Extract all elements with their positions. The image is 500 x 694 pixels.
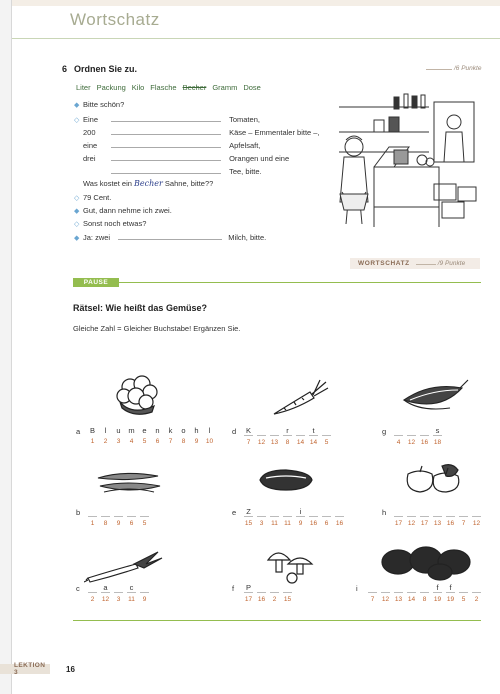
leek-illustration <box>84 550 164 584</box>
exercise-number: 6 <box>62 64 68 74</box>
letter-cell[interactable] <box>392 507 405 516</box>
letter-cell[interactable]: r <box>286 426 289 435</box>
letter-number: 17 <box>420 520 429 527</box>
word-item: Gramm <box>212 82 238 92</box>
letter-number: 6 <box>155 438 160 445</box>
letter-number: 1 <box>90 438 95 445</box>
letter-row <box>242 583 294 603</box>
letter-number: 7 <box>246 439 251 446</box>
letter-number: 12 <box>381 596 390 603</box>
mushrooms-illustration <box>262 544 318 584</box>
dialogue-line: Tee, bitte. <box>74 166 262 177</box>
letter-cell[interactable] <box>255 507 268 516</box>
letter-cell[interactable]: B <box>89 426 95 435</box>
letter-number: 13 <box>270 439 279 446</box>
item-label: f <box>232 584 235 593</box>
letter-row <box>392 507 483 527</box>
letter-number: 12 <box>407 439 416 446</box>
pause-divider <box>73 282 481 283</box>
letter-number: 5 <box>142 520 147 527</box>
letter-number: 2 <box>90 596 95 603</box>
item-label: a <box>76 427 81 436</box>
letter-number: 4 <box>396 439 401 446</box>
letter-cell[interactable]: s <box>435 426 440 435</box>
letter-cell[interactable]: m <box>128 426 135 435</box>
letter-cell[interactable] <box>125 507 138 516</box>
letter-cell[interactable] <box>320 507 333 516</box>
diamond-outline-icon: ◇ <box>74 195 80 202</box>
letter-number: 16 <box>335 520 344 527</box>
letter-number: 17 <box>244 596 253 603</box>
letter-cell[interactable] <box>366 583 379 592</box>
letter-row <box>86 426 216 445</box>
letter-number: 16 <box>446 520 455 527</box>
letter-number: 14 <box>296 439 305 446</box>
letter-cell[interactable]: l <box>208 426 211 435</box>
letter-cell[interactable]: o <box>181 426 186 435</box>
letter-number: 11 <box>284 520 291 527</box>
letter-number: 1 <box>90 520 95 527</box>
letter-cell[interactable] <box>112 583 125 592</box>
letter-number: 19 <box>433 596 442 603</box>
letter-cell[interactable] <box>112 507 125 516</box>
letter-number: 16 <box>309 520 318 527</box>
wortschatz-label: WORTSCHATZ <box>358 260 410 267</box>
letter-cell[interactable] <box>418 583 431 592</box>
letter-number: 13 <box>394 596 403 603</box>
letter-number: 8 <box>103 520 108 527</box>
letter-cell[interactable] <box>99 507 112 516</box>
dialogue-line: ◇ Eine Tomaten, <box>74 115 260 124</box>
corn-illustration <box>400 376 470 416</box>
page-margin <box>0 0 12 694</box>
letter-number: 2 <box>272 596 277 603</box>
exercise-title: Ordnen Sie zu. <box>74 64 138 74</box>
letter-number: 9 <box>142 596 147 603</box>
top-strip <box>0 0 500 6</box>
letter-cell[interactable]: i <box>299 507 302 516</box>
item-label: e <box>232 508 237 517</box>
letter-cell[interactable] <box>268 426 281 435</box>
letter-row <box>242 507 346 527</box>
letter-cell[interactable]: n <box>155 426 160 435</box>
letter-number: 3 <box>116 438 121 445</box>
word-item: Packung <box>96 82 126 92</box>
exercise-score: /6 Punkte <box>426 65 481 72</box>
letter-cell[interactable] <box>255 426 268 435</box>
letter-number: 9 <box>298 520 303 527</box>
carrot-illustration <box>270 378 330 418</box>
letter-cell[interactable] <box>320 426 333 435</box>
word-item: Flasche <box>150 82 177 92</box>
letter-cell[interactable] <box>431 507 444 516</box>
letter-cell[interactable]: t <box>312 426 315 435</box>
letter-number: 13 <box>433 520 442 527</box>
letter-number: 10 <box>205 438 214 445</box>
letter-cell[interactable] <box>281 583 294 592</box>
letter-number: 2 <box>103 438 108 445</box>
shop-illustration <box>334 92 484 232</box>
letter-number: 8 <box>181 438 186 445</box>
letter-cell[interactable] <box>457 507 470 516</box>
answer-blank[interactable] <box>111 127 221 135</box>
word-item: Liter <box>76 82 91 92</box>
letter-number: 4 <box>129 438 134 445</box>
wortschatz-score: /9 Punkte <box>416 260 465 267</box>
letter-cell[interactable]: e <box>142 426 147 435</box>
letter-cell[interactable] <box>418 507 431 516</box>
letter-cell[interactable] <box>86 507 99 516</box>
item-label: i <box>356 584 358 593</box>
letter-cell[interactable] <box>307 507 320 516</box>
section-divider <box>73 620 481 621</box>
letter-cell[interactable]: Z <box>246 507 251 516</box>
item-label: d <box>232 427 237 436</box>
dialogue-line: Was kostet ein Becher Sahne, bitte?? <box>83 179 214 188</box>
letter-cell[interactable]: f <box>436 583 439 592</box>
puzzle-instructions: Gleiche Zahl = Gleicher Buchstabe! Ergänzen Sie. <box>73 324 241 333</box>
handwritten-answer: Becher <box>134 179 163 188</box>
page-number: 16 <box>66 665 75 674</box>
dialogue-line: ◇ 79 Cent. <box>74 193 112 202</box>
potatoes-illustration <box>380 542 480 582</box>
letter-number: 11 <box>128 596 135 603</box>
letter-row <box>242 426 333 446</box>
letter-cell[interactable] <box>405 426 418 435</box>
letter-number: 12 <box>257 439 266 446</box>
letter-cell[interactable] <box>255 583 268 592</box>
letter-number: 5 <box>142 438 147 445</box>
letter-cell[interactable] <box>138 583 151 592</box>
letter-row <box>86 507 151 527</box>
letter-cell[interactable] <box>86 583 99 592</box>
letter-cell[interactable]: P <box>245 583 251 592</box>
letter-number: 8 <box>285 439 290 446</box>
word-item: Kilo <box>131 82 145 92</box>
letter-cell[interactable]: u <box>116 426 121 435</box>
letter-cell[interactable] <box>457 583 470 592</box>
letter-number: 15 <box>244 520 253 527</box>
dialogue-line: ◇ Sonst noch etwas? <box>74 219 147 228</box>
dialogue-line: ◆ Ja: zwei Milch, bitte. <box>74 233 267 242</box>
letter-number: 15 <box>283 596 292 603</box>
letter-cell[interactable] <box>281 507 294 516</box>
diamond-outline-icon: ◇ <box>74 221 80 228</box>
letter-number: 12 <box>472 520 481 527</box>
letter-cell[interactable] <box>418 426 431 435</box>
letter-cell[interactable] <box>333 507 346 516</box>
letter-number: 5 <box>324 439 329 446</box>
letter-number: 14 <box>407 596 416 603</box>
letter-cell[interactable]: a <box>103 583 108 592</box>
word-item: Dose <box>243 82 261 92</box>
diamond-icon: ◆ <box>74 102 80 109</box>
letter-cell[interactable]: l <box>104 426 107 435</box>
letter-cell[interactable]: k <box>168 426 173 435</box>
dialogue-line: ◆ Bitte schön? <box>74 100 125 109</box>
letter-row <box>392 426 444 446</box>
letter-number: 3 <box>116 596 121 603</box>
letter-number: 14 <box>309 439 318 446</box>
letter-number: 7 <box>370 596 375 603</box>
diamond-outline-icon: ◇ <box>74 117 80 124</box>
letter-cell[interactable] <box>138 507 151 516</box>
letter-number: 9 <box>194 438 199 445</box>
lektion-tab: LEKTION 3 <box>0 664 50 674</box>
page-title: Wortschatz <box>70 10 160 29</box>
answer-blank[interactable] <box>118 232 222 240</box>
letter-number: 6 <box>324 520 329 527</box>
item-label: b <box>76 508 81 517</box>
letter-cell[interactable]: c <box>129 583 134 592</box>
letter-number: 9 <box>116 520 121 527</box>
letter-cell[interactable] <box>268 583 281 592</box>
cauliflower-illustration <box>112 372 162 416</box>
letter-number: 19 <box>446 596 455 603</box>
dialogue-line: ◆ Gut, dann nehme ich zwei. <box>74 206 172 215</box>
letter-cell[interactable]: K <box>245 426 251 435</box>
pause-tab: PAUSE <box>73 278 119 287</box>
letter-cell[interactable] <box>294 426 307 435</box>
letter-number: 7 <box>168 438 173 445</box>
item-label: c <box>76 584 80 593</box>
letter-number: 18 <box>433 439 442 446</box>
answer-blank[interactable] <box>111 153 221 161</box>
letter-number: 5 <box>461 596 466 603</box>
letter-cell[interactable] <box>268 507 281 516</box>
dialogue-line: 200 Käse – Emmentaler bitte –, <box>83 128 320 137</box>
diamond-icon: ◆ <box>74 208 80 215</box>
letter-number: 12 <box>101 596 110 603</box>
letter-cell[interactable] <box>379 583 392 592</box>
letter-number: 17 <box>394 520 403 527</box>
letter-number: 3 <box>259 520 264 527</box>
letter-number: 8 <box>422 596 427 603</box>
letter-cell[interactable] <box>392 426 405 435</box>
letter-cell[interactable] <box>470 507 483 516</box>
letter-number: 11 <box>271 520 278 527</box>
letter-cell[interactable]: h <box>194 426 199 435</box>
answer-blank[interactable] <box>111 114 221 122</box>
letter-cell[interactable] <box>405 507 418 516</box>
beans-illustration <box>94 468 164 496</box>
wortschatz-score-bar <box>350 258 480 269</box>
dialogue-line: drei Orangen und eine <box>83 154 290 163</box>
dialogue-line: eine Apfelsaft, <box>83 141 261 150</box>
letter-cell[interactable] <box>470 583 483 592</box>
letter-cell[interactable]: f <box>449 583 452 592</box>
letter-row <box>366 583 483 603</box>
letter-number: 6 <box>129 520 134 527</box>
letter-row <box>86 583 151 603</box>
letter-cell[interactable] <box>405 583 418 592</box>
letter-cell[interactable] <box>392 583 405 592</box>
letter-number: 12 <box>407 520 416 527</box>
word-item-struck: Becher <box>182 82 207 92</box>
zucchini-illustration <box>256 466 316 496</box>
letter-number: 7 <box>461 520 466 527</box>
letter-cell[interactable] <box>444 507 457 516</box>
letter-number: 16 <box>420 439 429 446</box>
item-label: h <box>382 508 387 517</box>
diamond-icon: ◆ <box>74 235 80 242</box>
item-label: g <box>382 427 387 436</box>
letter-number: 2 <box>474 596 479 603</box>
answer-blank[interactable] <box>111 166 221 174</box>
puzzle-title: Rätsel: Wie heißt das Gemüse? <box>73 303 207 313</box>
answer-blank[interactable] <box>111 140 221 148</box>
word-bank <box>76 79 312 95</box>
header-divider <box>12 38 500 39</box>
peppers-illustration <box>400 460 470 496</box>
letter-number: 16 <box>257 596 266 603</box>
